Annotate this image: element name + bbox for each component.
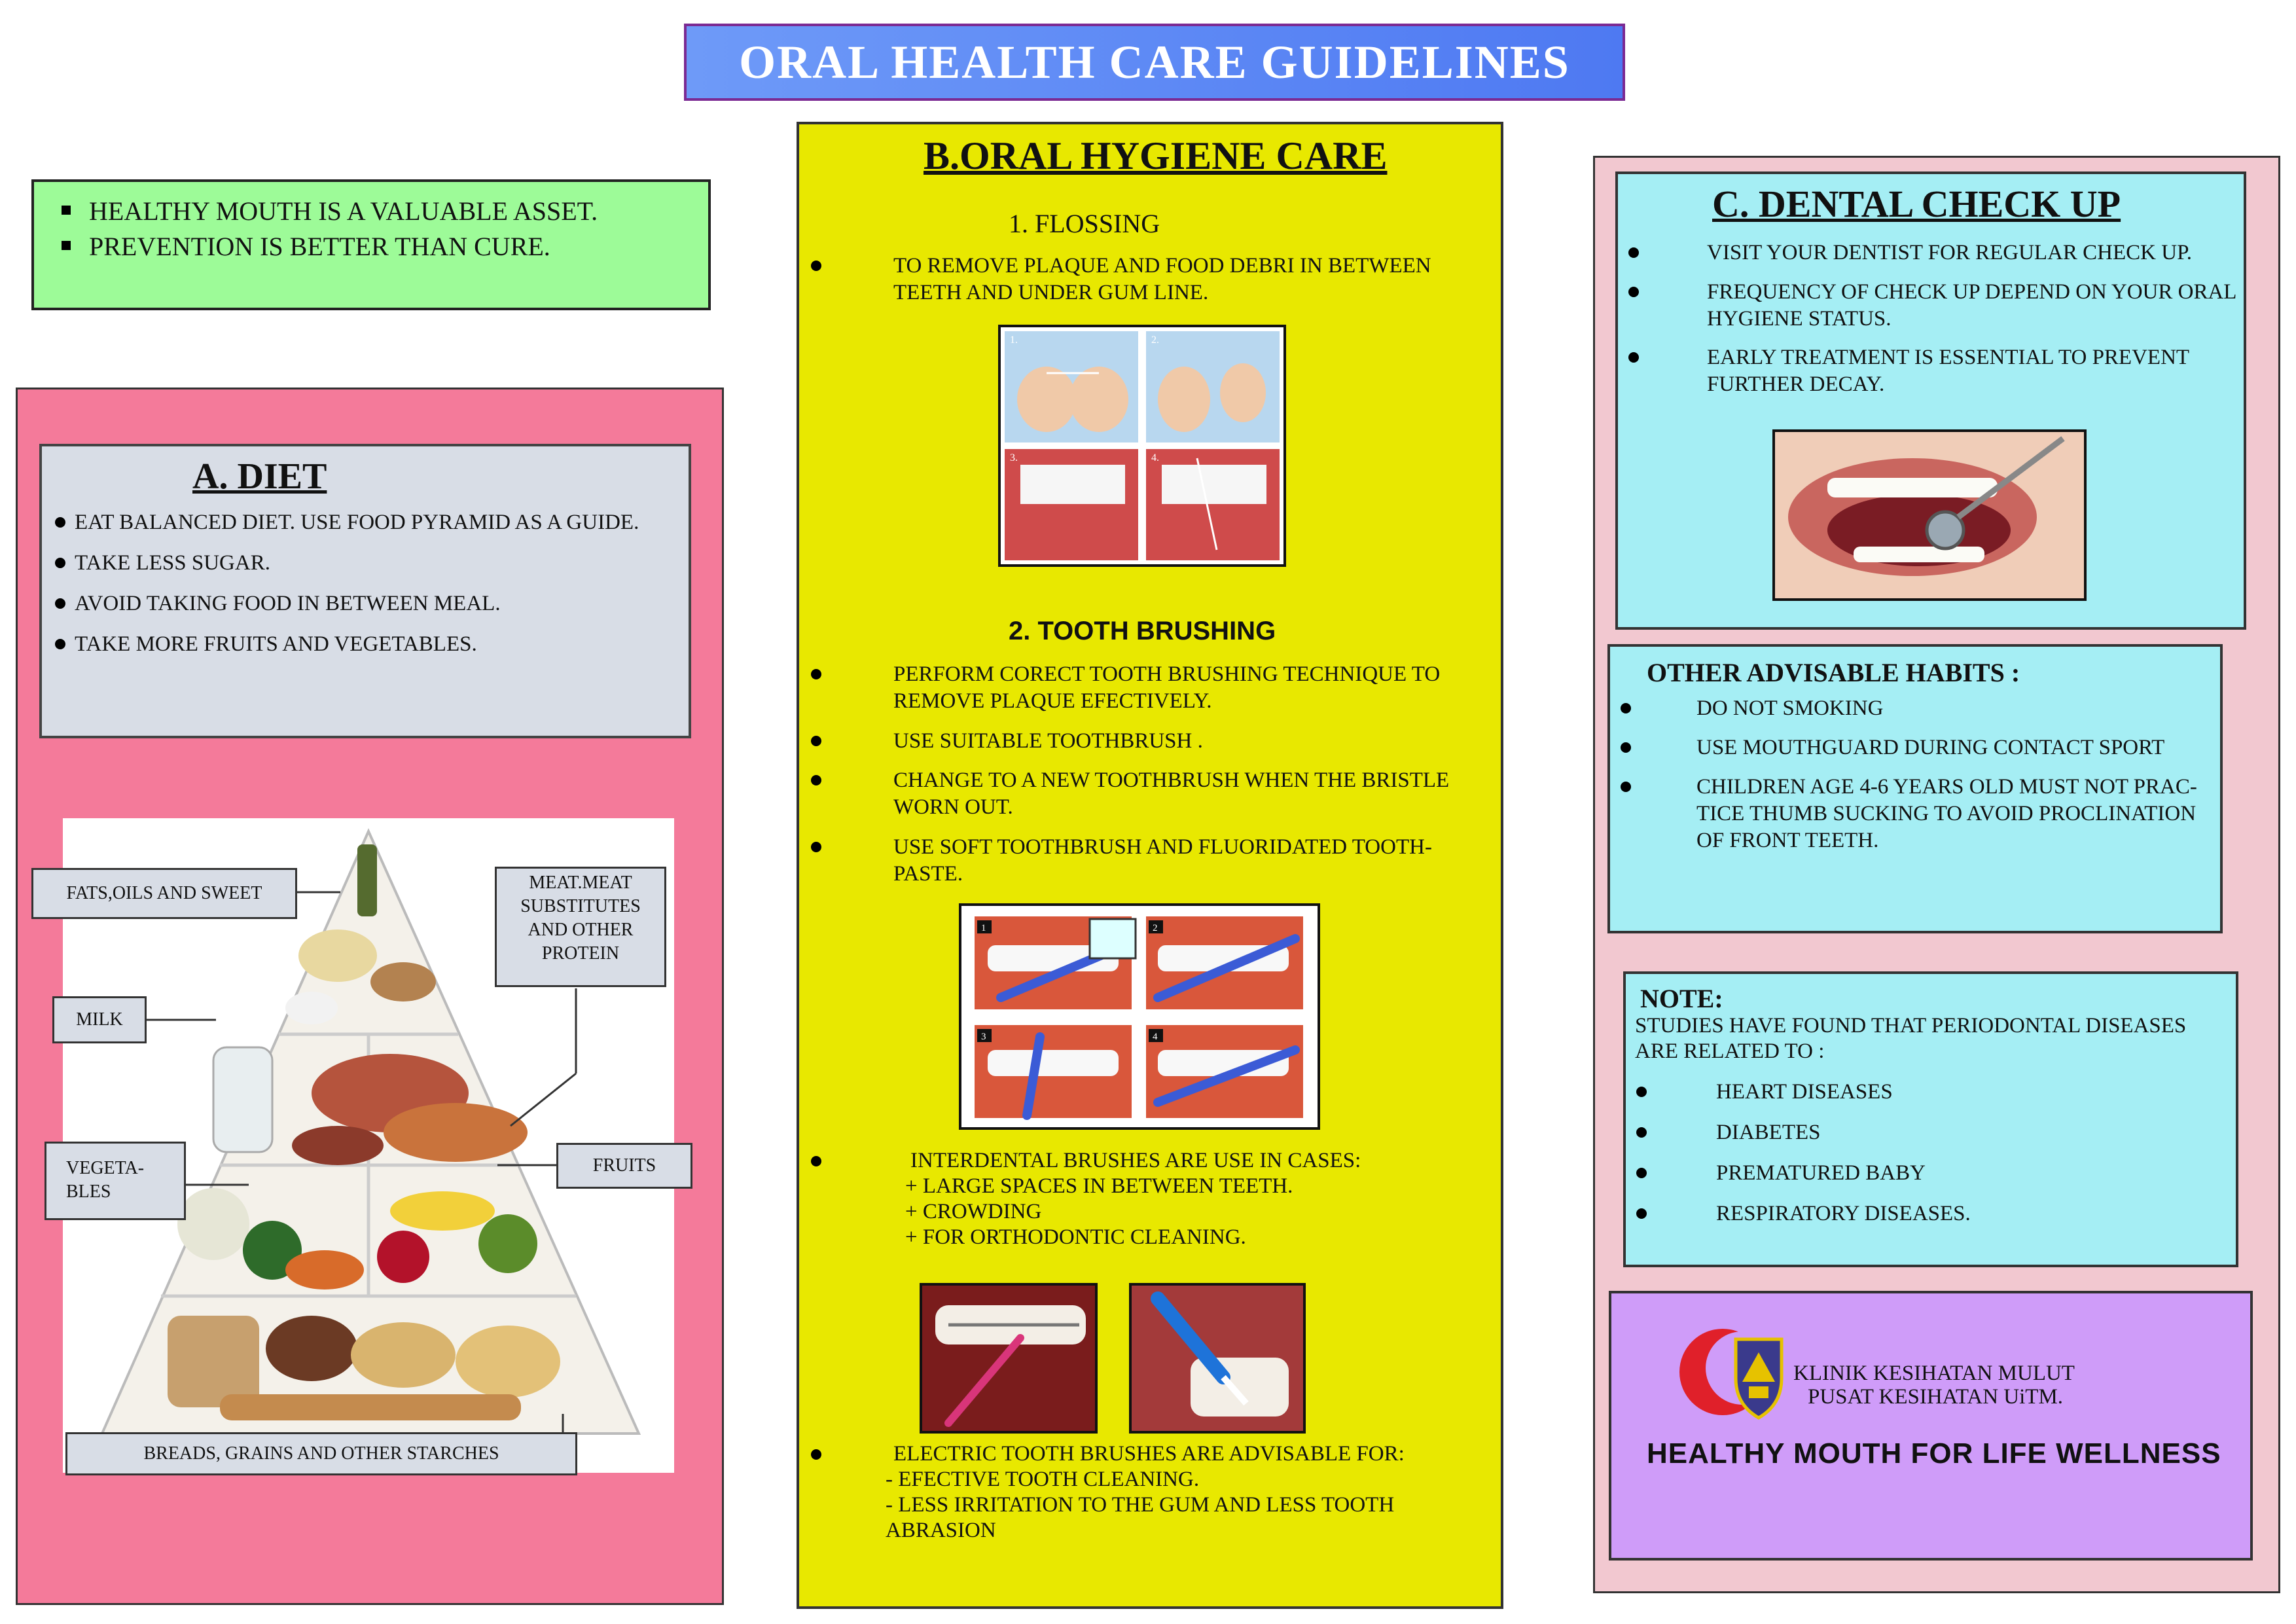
page-title: ORAL HEALTH CARE GUIDELINES [739, 35, 1570, 88]
brushing-item: CHANGE TO A NEW TOOTHBRUSH WHEN THE BRISTLE WORN OUT. [811, 767, 1465, 821]
bullet-icon [1636, 1127, 1647, 1138]
floss-step-4: 4. [1151, 452, 1159, 463]
flossing-title: 1. FLOSSING [1009, 209, 1160, 238]
bullet-icon [811, 842, 821, 852]
interdental-photo-1 [920, 1283, 1098, 1434]
bullet-icon [811, 261, 821, 271]
floss-step-1: 1. [1010, 334, 1018, 346]
checkup-item: FREQUENCY OF CHECK UP DEPEND ON YOUR ORAL HYGIENE STATUS. [1628, 279, 2237, 333]
label-vegetables: VEGETA- BLES [45, 1142, 186, 1220]
electric-item: - LESS IRRITATION TO THE GUM AND LESS TOOTH ABRASION [886, 1493, 1395, 1542]
dental-checkup-photo [1772, 429, 2087, 601]
habits-item: USE MOUTHGUARD DURING CONTACT SPORT [1621, 734, 2210, 761]
note-item: RESPIRATORY DISEASES. [1636, 1200, 2225, 1227]
checkup-heading: C. DENTAL CHECK UP [1712, 183, 2121, 225]
brushing-item: USE SUITABLE TOOTHBRUSH . [811, 728, 1465, 755]
label-milk: MILK [52, 996, 147, 1043]
label-meat: MEAT.MEAT SUBSTITUTES AND OTHER PROTEIN [495, 867, 666, 987]
brush-step-1: 1 [981, 923, 986, 933]
interdental-brush-icon [1132, 1286, 1303, 1431]
bullet-icon [811, 1156, 821, 1166]
floss-step-2: 2. [1151, 334, 1159, 346]
interdental-section [811, 1148, 1465, 1250]
clinic-box [1609, 1291, 2253, 1561]
note-box [1623, 971, 2238, 1267]
diet-item: TAKE LESS SUGAR. [55, 550, 675, 576]
bullet-icon [1621, 782, 1631, 792]
title-banner [684, 24, 1625, 101]
floss-step-3: 3. [1010, 452, 1018, 463]
intro-item: PREVENTION IS BETTER THAN CURE. [54, 229, 689, 264]
bullet-icon [1636, 1087, 1647, 1097]
bullet-icon [811, 775, 821, 785]
clinic-logo-icon [1677, 1326, 1795, 1424]
interdental-photo-2 [1129, 1283, 1306, 1434]
bullet-icon [1636, 1208, 1647, 1219]
label-fruits: FRUITS [556, 1143, 692, 1189]
brushing-steps-icon [961, 906, 1318, 1127]
hygiene-heading: B.ORAL HYGIENE CARE [924, 134, 1388, 177]
pyramid-connector-lines [0, 0, 724, 1624]
bullet-icon [1636, 1168, 1647, 1178]
bullet-icon [811, 1449, 821, 1460]
brush-step-2: 2 [1153, 923, 1158, 933]
electric-item: - EFECTIVE TOOTH CLEANING. [886, 1468, 1200, 1491]
habits-item: CHILDREN AGE 4-6 YEARS OLD MUST NOT PRAC-TICE THUMB SUCKING TO AVOID PROCLINATION OF FRONT TEETH. [1621, 774, 2210, 854]
checkup-item: EARLY TREATMENT IS ESSENTIAL TO PREVENT FURTHER DECAY. [1628, 344, 2237, 398]
intro-item: HEALTHY MOUTH IS A VALUABLE ASSET. [54, 194, 689, 229]
mouth-mirror-icon [1775, 432, 2084, 598]
clinic-name: KLINIK KESIHATAN MULUT PUSAT KESIHATAN UiTM. [1793, 1362, 2075, 1409]
diet-item: TAKE MORE FRUITS AND VEGETABLES. [55, 631, 675, 657]
brushing-item: USE SOFT TOOTHBRUSH AND FLUORIDATED TOOTH-PASTE. [811, 834, 1465, 888]
interdental-item: + LARGE SPACES IN BETWEEN TEETH. [905, 1174, 1293, 1198]
diet-heading: A. DIET [192, 456, 327, 497]
brushing-title: 2. TOOTH BRUSHING [1009, 617, 1276, 645]
bullet-icon [1621, 703, 1631, 713]
bullet-icon [1628, 247, 1639, 258]
checkup-item: VISIT YOUR DENTIST FOR REGULAR CHECK UP. [1628, 240, 2237, 266]
note-item: HEART DISEASES [1636, 1079, 2225, 1106]
tooth-brushing-photo [959, 903, 1320, 1130]
habits-box [1607, 644, 2223, 933]
flossing-photo [998, 325, 1286, 567]
hygiene-panel [797, 122, 1503, 1609]
flossing-steps-icon [1001, 327, 1283, 564]
note-item: PREMATURED BABY [1636, 1160, 2225, 1187]
interdental-item: + FOR ORTHODONTIC CLEANING. [905, 1225, 1246, 1249]
interdental-brush-icon [922, 1286, 1095, 1431]
bullet-icon [811, 669, 821, 679]
bullet-icon [1628, 352, 1639, 363]
brushing-item: PERFORM CORECT TOOTH BRUSHING TECHNIQUE TO REMOVE PLAQUE EFECTIVELY. [811, 661, 1465, 715]
note-heading: NOTE: [1640, 984, 1723, 1013]
electric-title: ELECTRIC TOOTH BRUSHES ARE ADVISABLE FOR: [893, 1442, 1405, 1466]
note-item: DIABETES [1636, 1119, 2225, 1146]
diet-item: AVOID TAKING FOOD IN BETWEEN MEAL. [55, 590, 675, 617]
brush-step-4: 4 [1153, 1032, 1158, 1042]
electric-section [811, 1441, 1465, 1543]
flossing-item: TO REMOVE PLAQUE AND FOOD DEBRI IN BETWEEN TEETH AND UNDER GUM LINE. [811, 253, 1465, 306]
brush-step-3: 3 [981, 1032, 986, 1042]
habits-item: DO NOT SMOKING [1621, 695, 2210, 722]
bullet-icon [1621, 742, 1631, 753]
label-breads: BREADS, GRAINS AND OTHER STARCHES [65, 1432, 577, 1475]
interdental-item: + CROWDING [905, 1200, 1042, 1223]
diet-item: EAT BALANCED DIET. USE FOOD PYRAMID AS A GUIDE. [55, 509, 675, 535]
bullet-icon [1628, 287, 1639, 297]
habits-heading: OTHER ADVISABLE HABITS : [1647, 658, 2020, 687]
note-text: STUDIES HAVE FOUND THAT PERIODONTAL DISEASES ARE RELATED TO : [1635, 1014, 2187, 1063]
label-fats: FATS,OILS AND SWEET [31, 868, 297, 919]
clinic-slogan: HEALTHY MOUTH FOR LIFE WELLNESS [1647, 1437, 2221, 1470]
interdental-title: INTERDENTAL BRUSHES ARE USE IN CASES: [910, 1149, 1361, 1172]
bullet-icon [811, 736, 821, 746]
checkup-box [1615, 171, 2246, 630]
